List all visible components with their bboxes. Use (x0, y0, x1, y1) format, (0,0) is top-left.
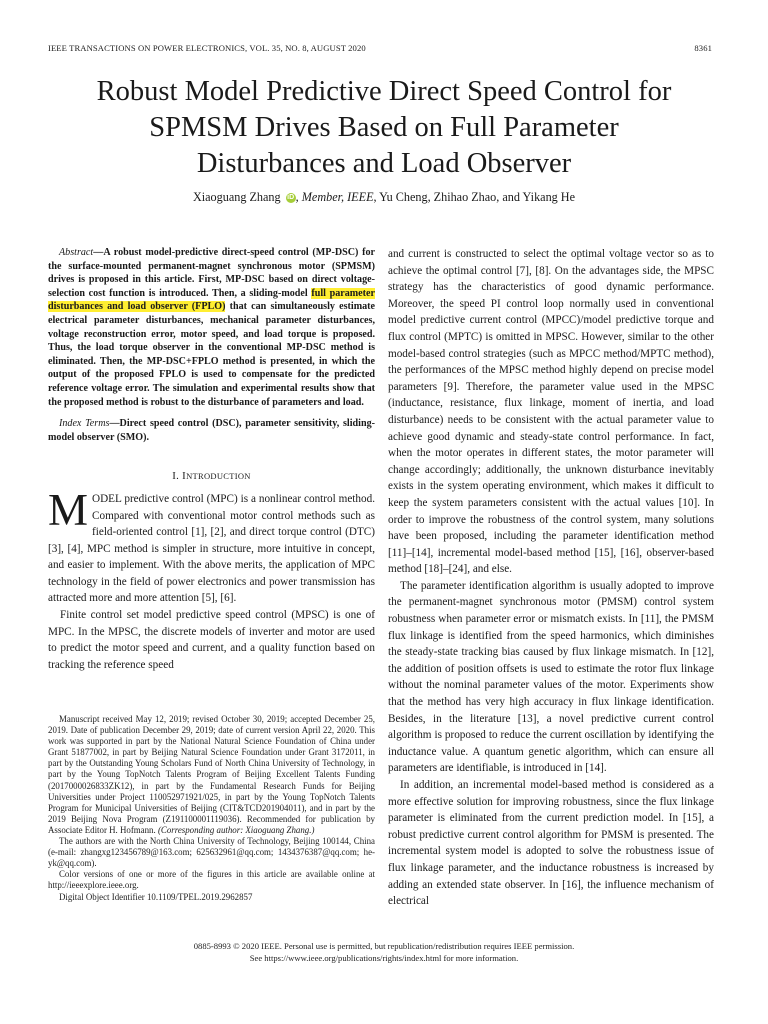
title-line-2: SPMSM Drives Based on Full Parameter (149, 112, 619, 143)
title-line-1: Robust Model Predictive Direct Speed Control for (96, 76, 672, 107)
journal-info: IEEE TRANSACTIONS ON POWER ELECTRONICS, VOL. 35, NO. 8, AUGUST 2020 (48, 43, 366, 53)
author-list (40, 190, 728, 205)
copyright-line-2: See https://www.ieee.org/publications/rights/index.html for more information. (249, 953, 519, 963)
copyright-line-1: 0885-8993 © 2020 IEEE. Personal use is permitted, but republication/redistribution requires IEEE permission. (193, 941, 575, 951)
body-paragraph-1: and current is constructed to select the optimal voltage vector so as to achieve the optimal control [7], [8]. On the advantages side, the MPSC strategy has the characteristics of good dynamic performance. Moreover, the speed PI control loop normally used in conventional model predictive current control (MPCC)/model predictive torque and flux control (MPTC) is omitted in MPSC. However, similar to the other model-based control strategies (such as MPCC method/MPTC method), the performances of the MPSC method highly depend on precise model parameters [9]. Therefore, the parameter value used in the MPSC (inductance, resistance, flux linkage, moment of inertia, and load disturbance) needs to be consistent with the actual parameter value to achieve good dynamic and steady-state control performance. In fact, when the motor operates in different states, the motor parameter will change accordingly; additionally, the unknown disturbance inevitably exists in the system operating environment, which makes it difficult to keep the system parameters consistent with the actual values [10]. In order to improve the robustness of the control system, many solutions have been proposed, including the parameter identification method [11]–[14], incremental model-based method [15], [16], observer-based method [18]–[24], and else. (388, 248, 714, 576)
co-authors: , Yu Cheng, Zhihao Zhao, and Yikang He (373, 190, 576, 204)
footnote-received-text: Manuscript received May 12, 2019; revised October 30, 2019; accepted December 25, 2019. Date of publication December 29, 2019; date of current version April 22, 2020. This work was supported in part by the National Natural Science Foundation of China under Grant 51877002, in part by Beijing Natural Science Foundation under Grant 3172011, in part by the Outstanding Young Scholars Fund of North China University of Technology, in part by the Young TopNotch Talents Program of Beijing Excellent Talents Funding (2017000026833ZK12), in part by the Fundamental Research Funds for Beijing Universities under Project 110052971921/025, in part by the Young TopNotch Talents Program for Municipal Universities of Beijing (CIT&TCD201904011), and in part by the 2019 Beijing Nova Program (Z191100001119036). Recommended for publication by Associate Editor H. Hofmann. (48, 714, 375, 835)
paper-title (40, 74, 728, 182)
intro-text-1: ODEL predictive control (MPC) is a nonlinear control method. Compared with conventional motor control methods such as field-oriented control [1], [2], and direct torque control (DTC) [3], [4], MPC method is simpler in structure, more intuitive in concept, and easier to implement. With the above merits, the application of MPC technology in the field of power electronics and power transmission has attracted more and more attention [5], [6]. (48, 492, 375, 605)
page-number: 8361 (694, 43, 712, 53)
title-line-3: Disturbances and Load Observer (196, 148, 572, 179)
intro-paragraph-1 (48, 484, 375, 607)
footnotes (48, 714, 375, 903)
footnote-color: Color versions of one or more of the figures in this article are available online at http://ieeexplore.ieee.org. (48, 869, 375, 891)
body-paragraph-2: The parameter identification algorithm is usually adopted to improve the permanent-magnet synchronous motor (PMSM) control system robustness when parameter error or mismatch exists. In [11], the PMSM flux linkage is identified from the speed harmonics, which diminishes the steady-state tracking bias caused by flux linkage mismatch. In [12], the addition of position offsets is used to estimate the rotor flux linkage without the nominal parameter values of the motor. Experiments show that the method has very high accuracy in flux linkage identification. Besides, in the literature [13], a novel predictive current control algorithm is proposed to reduce the current oscillation by identifying the inductance value. A quantum genetic algorithm, which can ensure all parameters are identifiable, is introduced in [14]. (388, 579, 714, 775)
body-paragraph-3: In addition, an incremental model-based method is considered as a more effective solution for improving robustness, since the flux linkage parameter is eliminated from the current prediction model. In [15], a robust predictive current control algorithm for PMSM is presented. The incremental system model is adopted to solve the robustness issue of flux linkage parameter, and the inductance robustness is increased by adding an extended state observer. In [16], the influence mechanism of electrical (388, 779, 714, 908)
author-membership: , Member, IEEE (295, 190, 374, 204)
footnote-affiliation: The authors are with the North China University of Technology, Beijing 100144, China (e-mail: zhangxg123456789@163.com; 625632961@qq.com; 1434376387@qq.com; he-yk@qq.com). (48, 836, 375, 869)
intro-paragraph-2: Finite control set model predictive speed control (MPSC) is one of MPC. In the MPSC, the discrete models of inverter and motor are used to predict the motor speed and current, and a quality function based on tracking the reference speed (48, 609, 375, 671)
abstract-text-2: that can simultaneously estimate electrical parameter disturbances, mechanical parameter disturbances, voltage reconstruction error, motor speed, and load torque is proposed. Thus, the load torque observer in the conventional MP-DSC method is eliminated. Then, the MP-DSC+FPLO method is presented, in which the output of the proposed FPLO is used to compensate for the predicted reference voltage error. The simulation and experimental results show that the proposed method is robust to the disturbance of parameters and load. (48, 301, 375, 408)
section-title-initial: I (182, 470, 187, 483)
section-heading (48, 468, 375, 485)
orcid-icon[interactable]: iD (287, 194, 295, 201)
index-terms (48, 417, 375, 444)
drop-cap: M (48, 484, 89, 535)
footnote-received (48, 714, 375, 836)
abstract (48, 246, 375, 409)
right-column (388, 246, 714, 910)
abstract-label: Abstract (59, 247, 94, 258)
running-header (48, 43, 712, 53)
first-author: Xiaoguang Zhang (192, 190, 281, 204)
highlighted-text: full parameter disturbances and load observer (FPLO) (48, 287, 375, 313)
section-number: I. (172, 470, 180, 483)
copyright-notice (40, 940, 728, 964)
abstract-text-1: —A robust model-predictive direct-speed control (MP-DSC) for the surface-mounted permanent-magnet synchronous motor (SPMSM) drives is proposed in this article. First, MP-DSC based on direct voltage-selection cost function is introduced. Then, a sliding-model (48, 247, 375, 299)
section-title-rest: NTRODUCTION (186, 471, 251, 482)
index-terms-label: Index Terms (59, 418, 110, 430)
index-terms-text: —Direct speed control (DSC), parameter sensitivity, sliding-model observer (SMO). (48, 418, 375, 443)
left-column (48, 246, 375, 673)
corresponding-author: (Corresponding author: Xiaoguang Zhang.) (157, 824, 315, 835)
footnote-doi: Digital Object Identifier 10.1109/TPEL.2019.2962857 (59, 891, 253, 902)
